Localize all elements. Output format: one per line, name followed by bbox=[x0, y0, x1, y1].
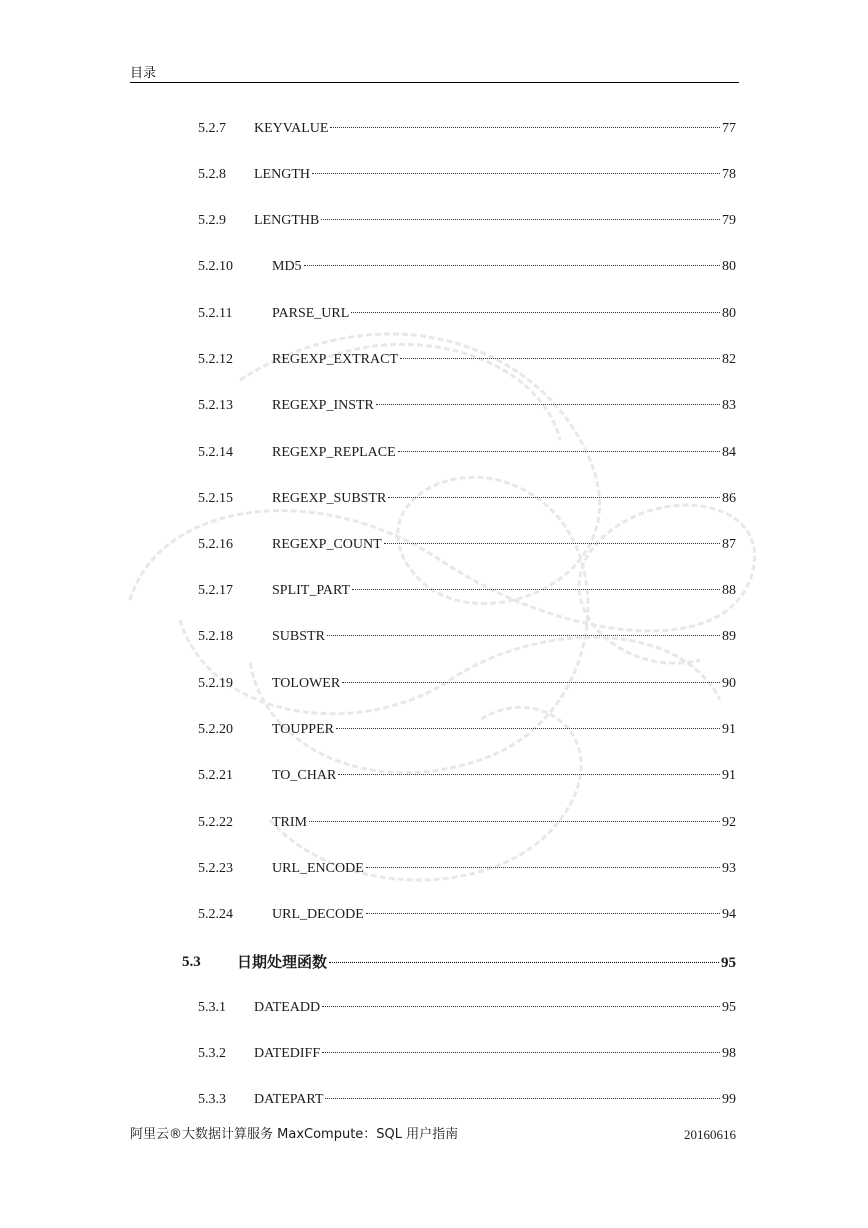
toc-entry[interactable] bbox=[0, 998, 868, 1018]
toc-leader bbox=[327, 635, 720, 636]
toc-leader bbox=[336, 728, 720, 729]
toc-entry[interactable] bbox=[0, 859, 868, 879]
toc-page: 98 bbox=[722, 1046, 736, 1061]
toc-page: 99 bbox=[722, 1092, 736, 1107]
toc-number: 5.2.7 bbox=[198, 121, 226, 136]
toc-title: TOLOWER bbox=[272, 676, 341, 691]
toc-entry[interactable] bbox=[0, 304, 868, 324]
toc-title: MD5 bbox=[272, 259, 302, 274]
header-title: 目录 bbox=[130, 66, 157, 81]
toc-page: 90 bbox=[722, 676, 736, 691]
toc-entry[interactable] bbox=[0, 396, 868, 416]
toc-number: 5.3.3 bbox=[198, 1092, 226, 1107]
toc-entry[interactable] bbox=[0, 674, 868, 694]
toc-leader bbox=[338, 774, 720, 775]
toc-entry[interactable] bbox=[0, 489, 868, 509]
footer-document-title: 阿里云®大数据计算服务 MaxCompute：SQL 用户指南 bbox=[130, 1127, 459, 1142]
toc-number: 5.2.8 bbox=[198, 167, 226, 182]
toc-entry[interactable] bbox=[0, 627, 868, 647]
toc-page: 78 bbox=[722, 167, 736, 182]
toc-leader bbox=[321, 219, 720, 220]
toc-number: 5.2.22 bbox=[198, 815, 233, 830]
toc-leader bbox=[366, 913, 720, 914]
toc-number: 5.3.1 bbox=[198, 1000, 226, 1015]
toc-page: 95 bbox=[721, 955, 736, 971]
toc-leader bbox=[329, 962, 719, 963]
toc-title: TOUPPER bbox=[272, 722, 334, 737]
toc-number: 5.2.15 bbox=[198, 491, 233, 506]
toc-leader bbox=[376, 404, 720, 405]
toc-number: 5.2.21 bbox=[198, 768, 233, 783]
toc-title: 日期处理函数 bbox=[237, 953, 328, 971]
toc-entry[interactable] bbox=[0, 535, 868, 555]
toc-leader bbox=[330, 127, 720, 128]
toc-entry[interactable] bbox=[0, 581, 868, 601]
toc-page: 91 bbox=[722, 722, 736, 737]
toc-entry-section[interactable] bbox=[0, 952, 868, 972]
toc-page: 87 bbox=[722, 537, 736, 552]
toc-page: 91 bbox=[722, 768, 736, 783]
toc-entry[interactable] bbox=[0, 350, 868, 370]
toc-leader bbox=[398, 451, 720, 452]
toc-leader bbox=[388, 497, 720, 498]
toc-title: DATEPART bbox=[254, 1092, 324, 1107]
toc-entry[interactable] bbox=[0, 119, 868, 139]
toc-title: REGEXP_EXTRACT bbox=[272, 352, 398, 367]
toc-leader bbox=[384, 543, 720, 544]
toc-page: 95 bbox=[722, 1000, 736, 1015]
toc-number: 5.2.16 bbox=[198, 537, 233, 552]
toc-number: 5.2.18 bbox=[198, 629, 233, 644]
toc-number: 5.2.17 bbox=[198, 583, 233, 598]
toc-number: 5.2.11 bbox=[198, 306, 233, 321]
toc-title: LENGTHB bbox=[254, 213, 320, 228]
toc-number: 5.2.10 bbox=[198, 259, 233, 274]
toc-page: 80 bbox=[722, 259, 736, 274]
toc-title: REGEXP_REPLACE bbox=[272, 445, 396, 460]
toc-entry[interactable] bbox=[0, 1044, 868, 1064]
toc-leader bbox=[352, 589, 720, 590]
toc-leader bbox=[304, 265, 720, 266]
toc-entry[interactable] bbox=[0, 813, 868, 833]
toc-page: 80 bbox=[722, 306, 736, 321]
footer-date: 20160616 bbox=[684, 1127, 736, 1142]
toc-title: SUBSTR bbox=[272, 629, 325, 644]
toc-entry[interactable] bbox=[0, 165, 868, 185]
toc-number: 5.2.24 bbox=[198, 907, 233, 922]
toc-leader bbox=[366, 867, 720, 868]
toc-entry[interactable] bbox=[0, 443, 868, 463]
toc-page: 94 bbox=[722, 907, 736, 922]
toc-entry[interactable] bbox=[0, 257, 868, 277]
toc-page: 79 bbox=[722, 213, 736, 228]
toc-page: 93 bbox=[722, 861, 736, 876]
toc-leader bbox=[342, 682, 720, 683]
toc-number: 5.2.23 bbox=[198, 861, 233, 876]
toc-number: 5.3 bbox=[182, 954, 201, 970]
toc-number: 5.2.9 bbox=[198, 213, 226, 228]
toc-page: 82 bbox=[722, 352, 736, 367]
toc-number: 5.2.20 bbox=[198, 722, 233, 737]
toc-title: TO_CHAR bbox=[272, 768, 337, 783]
toc-leader bbox=[322, 1006, 720, 1007]
toc-entry[interactable] bbox=[0, 1090, 868, 1110]
toc-title: KEYVALUE bbox=[254, 121, 329, 136]
toc-title: DATEDIFF bbox=[254, 1046, 321, 1061]
toc-leader bbox=[400, 358, 720, 359]
toc-page: 86 bbox=[722, 491, 736, 506]
toc-leader bbox=[322, 1052, 720, 1053]
toc-title: PARSE_URL bbox=[272, 306, 350, 321]
toc-page: 83 bbox=[722, 398, 736, 413]
toc-entry[interactable] bbox=[0, 720, 868, 740]
toc-leader bbox=[351, 312, 720, 313]
toc-page: 77 bbox=[722, 121, 736, 136]
toc-entry[interactable] bbox=[0, 211, 868, 231]
toc-title: URL_DECODE bbox=[272, 907, 364, 922]
toc-entry[interactable] bbox=[0, 905, 868, 925]
toc-number: 5.2.19 bbox=[198, 676, 233, 691]
toc-title: TRIM bbox=[272, 815, 307, 830]
toc-number: 5.2.13 bbox=[198, 398, 233, 413]
toc-number: 5.2.12 bbox=[198, 352, 233, 367]
toc-entry[interactable] bbox=[0, 766, 868, 786]
toc-page: 89 bbox=[722, 629, 736, 644]
toc-title: URL_ENCODE bbox=[272, 861, 364, 876]
toc-title: LENGTH bbox=[254, 167, 310, 182]
page-footer bbox=[130, 1125, 736, 1145]
toc-page: 92 bbox=[722, 815, 736, 830]
toc-title: REGEXP_COUNT bbox=[272, 537, 382, 552]
toc-leader bbox=[312, 173, 720, 174]
toc-page: 84 bbox=[722, 445, 736, 460]
toc-number: 5.3.2 bbox=[198, 1046, 226, 1061]
toc-leader bbox=[325, 1098, 720, 1099]
toc-title: REGEXP_INSTR bbox=[272, 398, 374, 413]
toc-title: REGEXP_SUBSTR bbox=[272, 491, 387, 506]
toc-title: SPLIT_PART bbox=[272, 583, 350, 598]
toc-number: 5.2.14 bbox=[198, 445, 233, 460]
toc-title: DATEADD bbox=[254, 1000, 321, 1015]
toc-page: 88 bbox=[722, 583, 736, 598]
toc-leader bbox=[309, 821, 720, 822]
